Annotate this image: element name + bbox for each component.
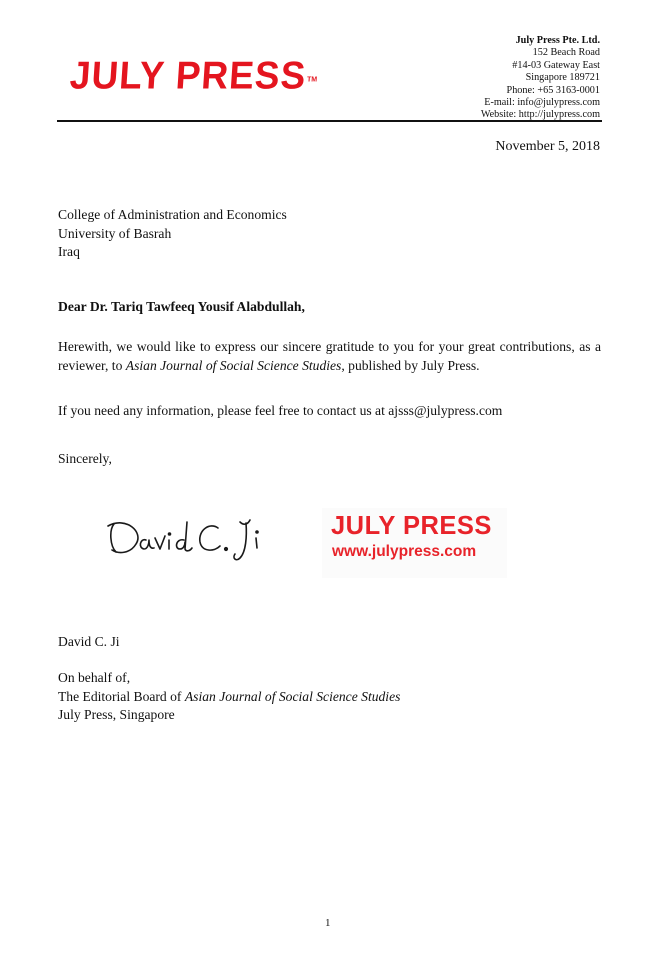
body-text: , published by July Press. — [341, 357, 480, 373]
stamp-logo: JULY PRESS — [331, 512, 492, 540]
company-stamp — [322, 508, 507, 578]
behalf-line: July Press, Singapore — [58, 707, 175, 722]
company-address-block — [481, 35, 600, 122]
behalf-line: On behalf of, — [58, 670, 131, 685]
recipient-address — [58, 206, 287, 262]
trademark-mark: TM — [306, 76, 318, 84]
july-press-logo — [69, 55, 319, 97]
journal-name: Asian Journal of Social Science Studies — [125, 357, 342, 373]
behalf-text: The Editorial Board of — [58, 688, 185, 704]
header-divider — [57, 120, 602, 122]
body-paragraph-2: If you need any information, please feel free to contact us at ajsss@julypress.com — [58, 403, 503, 418]
website: Website: http://julypress.com — [480, 109, 600, 121]
email: E-mail: info@julypress.com — [484, 97, 600, 109]
address-line: 152 Beach Road — [532, 47, 600, 59]
recipient-line: College of Administration and Economics — [58, 207, 287, 222]
company-name: July Press Pte. Ltd. — [515, 35, 600, 46]
phone: Phone: +65 3163-0001 — [506, 84, 600, 96]
body-text: Herewith, we would like to express our sincere gratitude to you for your great contributions, as a reviewer, to — [58, 339, 601, 373]
recipient-line: Iraq — [58, 244, 80, 259]
body-paragraph-1 — [58, 338, 601, 375]
address-line: Singapore 189721 — [525, 72, 600, 84]
journal-name: Asian Journal of Social Science Studies — [184, 688, 401, 704]
closing: Sincerely, — [58, 451, 112, 466]
stamp-url: www.julypress.com — [332, 543, 477, 560]
salutation: Dear Dr. Tariq Tawfeeq Yousif Alabdullah, — [58, 299, 305, 314]
address-line: #14-03 Gateway East — [512, 59, 600, 71]
logo-text: JULY PRESS — [68, 53, 308, 97]
on-behalf-block — [58, 669, 400, 725]
letter-date: November 5, 2018 — [495, 139, 600, 154]
page-number: 1 — [325, 917, 331, 929]
recipient-line: University of Basrah — [58, 225, 172, 241]
behalf-line — [58, 688, 400, 707]
handwritten-signature — [100, 508, 280, 568]
signer-name: David C. Ji — [58, 634, 120, 649]
